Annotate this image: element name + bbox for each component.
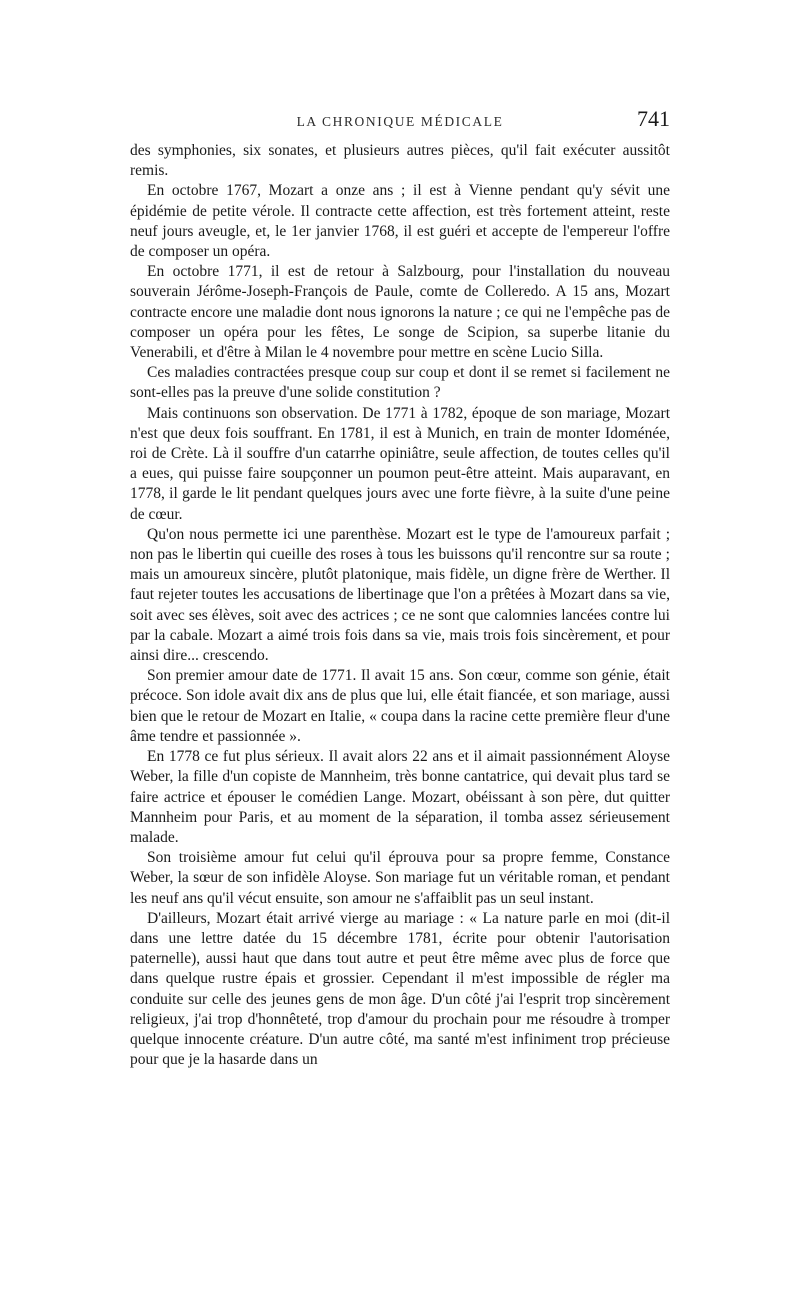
running-title: LA CHRONIQUE MÉDICALE bbox=[296, 114, 504, 129]
running-head bbox=[130, 100, 670, 136]
body-text bbox=[130, 141, 670, 1070]
paragraph: Ces maladies contractées presque coup sur coup et dont il se remet si facilement ne sont-elles pas la preuve d'une solide constitution ? bbox=[130, 364, 670, 402]
paragraph: Son premier amour date de 1771. Il avait 15 ans. Son cœur, comme son génie, était précoce. Son idole avait dix ans de plus que lui, elle était fiancée, et son mariage, aussi bien que le retour de Mozart en Italie, « coupa dans la racine cette première fleur d'une âme tendre et passionnée ». bbox=[130, 667, 670, 745]
paragraph: des symphonies, six sonates, et plusieurs autres pièces, qu'il fait exécuter aussitôt remis. bbox=[130, 142, 670, 180]
paragraph: Son troisième amour fut celui qu'il éprouva pour sa propre femme, Constance Weber, la sœur de son infidèle Aloyse. Son mariage fut un véritable roman, et pendant les neuf ans qu'il vécut ensuite, son amour ne s'affaiblit pas un seul instant. bbox=[130, 849, 670, 907]
paragraph: Qu'on nous permette ici une parenthèse. Mozart est le type de l'amoureux parfait ; non pas le libertin qui cueille des roses à tous les buissons qu'il rencontre sur sa route ; mais un amoureux sincère, plutôt platonique, mais fidèle, un digne frère de Werther. Il faut rejeter toutes les accusations de libertinage que l'on a prêtées à Mozart dans sa vie, soit avec ses élèves, soit avec des actrices ; ce ne sont que calomnies lancées contre lui par la cabale. Mozart a aimé trois fois dans sa vie, mais trois fois sincèrement, et pour ainsi dire... crescendo. bbox=[130, 525, 670, 665]
page-number: 741 bbox=[637, 106, 670, 131]
paragraph: En 1778 ce fut plus sérieux. Il avait alors 22 ans et il aimait passionnément Aloyse Weber, la fille d'un copiste de Mannheim, très bonne cantatrice, qui devait plus tard se faire actrice et épouser le comédien Lange. Mozart, obéissant à son père, dut quitter Mannheim pour Paris, et au moment de la séparation, il tomba assez sérieusement malade. bbox=[130, 748, 670, 846]
paragraph: Mais continuons son observation. De 1771 à 1782, époque de son mariage, Mozart n'est que deux fois souffrant. En 1781, il est à Munich, en train de monter Idoménée, roi de Crète. Là il souffre d'un catarrhe opiniâtre, seule affection, de toutes celles qu'il a eues, qui puisse faire soupçonner un poumon peut-être atteint. Mais auparavant, en 1778, il garde le lit pendant quelques jours avec une forte fièvre, à la suite d'une peine de cœur. bbox=[130, 404, 670, 523]
paragraph: D'ailleurs, Mozart était arrivé vierge au mariage : « La nature parle en moi (dit-il dans une lettre datée du 15 décembre 1781, écrite pour obtenir l'autorisation paternelle), aussi haut que dans tout autre et peut être même avec plus de force que dans quelque rustre épais et grossier. Cependant il m'est impossible de régler ma conduite sur celle des jeunes gens de mon âge. D'un côté j'ai l'esprit trop sincèrement religieux, j'ai trop d'honnêteté, trop d'amour du prochain pour me résoudre à tromper quelque innocente créature. D'un autre côté, ma santé m'est infiniment trop précieuse pour que je la hasarde dans un bbox=[130, 909, 670, 1069]
paragraph: En octobre 1771, il est de retour à Salzbourg, pour l'installation du nouveau souverain Jérôme-Joseph-François de Paule, comte de Colleredo. A 15 ans, Mozart contracte encore une maladie dont nous ignorons la nature ; ce qui ne l'empêche pas de composer un opéra pour les fêtes, Le songe de Scipion, sa superbe litanie du Venerabili, et d'être à Milan le 4 novembre pour mettre en scène Lucio Silla. bbox=[130, 263, 670, 362]
paragraph: En octobre 1767, Mozart a onze ans ; il est à Vienne pendant qu'y sévit une épidémie de petite vérole. Il contracte cette affection, est très fortement atteint, reste neuf jours aveugle, et, le 1er janvier 1768, il est guéri et accepte de l'empereur l'offre de composer un opéra. bbox=[130, 182, 670, 261]
